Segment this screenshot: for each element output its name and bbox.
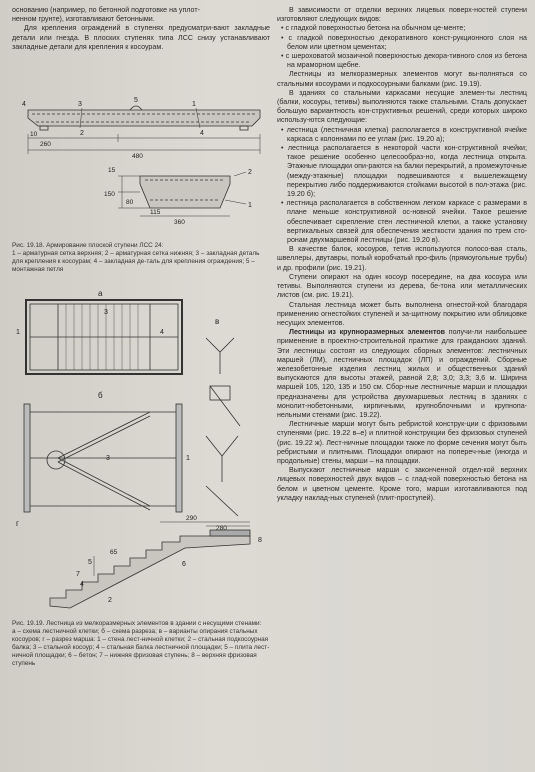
label-8: 8 [258, 537, 262, 544]
paragraph-fastening: Для крепления ограждений в ступенях предусматри-вают закладные детали или гнезда. В плоских ступенях типа ЛСС снизу устанавливают закладные детали для крепления к косоурам. [12, 24, 270, 51]
label-v: в [215, 317, 220, 326]
paragraph: Лестницы из мелкоразмерных элементов могут вы-полняться со стальными косоурами и подкосоурными балками (рис. 19.19). [277, 70, 527, 88]
right-column [277, 6, 527, 503]
label-3b: 3 [106, 455, 110, 462]
caption-title: Рис. 19.18. Армирование плоской ступени ЛСС 24: [12, 242, 164, 249]
bullet-text: с шероховатой мозаичной поверхностью декора-тивного слоя из бетона на мраморном щебне. [285, 52, 527, 70]
left-column [12, 6, 270, 52]
bullet-text: с гладкой поверхностью декоративного конст-рукционного слоя на белом или цветном цементах; [287, 33, 527, 51]
label-2b: 2 [248, 169, 252, 176]
paragraph: В зданиях со стальными каркасами несущие элемен-ты лестниц (балки, косоуры, тетивы) выполняются также стальными. Сталь допускает большую вариантность кон-структивных решений, среди которых широко использу-ются следующие: [277, 88, 527, 125]
bullet-item: • с гладкой поверхностью декоративного конст-рукционного слоя на белом или цветном цементах; [281, 33, 527, 51]
label-2: 2 [108, 597, 112, 604]
caption-body: а – схема лестничной клетки; б – схема разреза; в – варианты опирания стальных косоуров; г – разрез марша: 1 – стена лест-ничной клетки; 2 – стальная подкосоурная балка; 3 – стальной косоур; 4 – стальная балка лестничной площадки; 5 – плита лест-ничной площадки; 6 – бетон; 7 – нижняя фризовая ступень; 8 – верхняя фризовая ступень [12, 628, 270, 667]
label-3: 3 [104, 309, 108, 316]
caption-title: Рис. 19.19. Лестница из мелкоразмерных элементов в здании с несущими стенами: [12, 620, 262, 627]
label-80: 80 [126, 199, 134, 206]
figure-19-19-caption [12, 620, 270, 668]
caption-body: 1 – арматурная сетка верхняя; 2 – арматурная сетка нижняя; 3 – закладная деталь для крепления к косоурам; 4 – закладная де-таль для крепления ограждения; 5 – монтажная петля [12, 250, 260, 273]
paragraph: Ступени опирают на один косоур посередине, на два косоура или тетивы. Выполняются ступени из дерева, бе-тона или металлических листов (см. рис. 19.21). [277, 272, 527, 300]
label-4b: 4 [200, 130, 204, 137]
label-3: 3 [78, 101, 82, 108]
bullet-item: • лестница (лестничная клетка) располагается в конструктивной ячейке каркаса с колоннами по ее углам (рис. 19.20 а); [281, 125, 527, 143]
bullet-item: • с шероховатой мозаичной поверхностью декора-тивного слоя из бетона на мраморном щебне. [281, 52, 527, 70]
label-1b: 1 [186, 455, 190, 462]
label-4: 4 [160, 329, 164, 336]
label-15: 15 [108, 167, 116, 174]
label-360: 360 [174, 219, 185, 226]
bullet-item: • лестница располагается в собственном легком каркасе с размерами в плане меньше конструктивной ос-новной ячейки. Такое решение обеспечивает скрепление стен лестничной клетки, а также установку вертикальных связей для обеспечения жесткости здания по трем сто-ронам двухмаршевой лестницы (рис. 19.20 в). [281, 199, 527, 245]
label-150: 150 [104, 191, 115, 198]
label-g: г [16, 519, 19, 528]
label-260: 260 [40, 141, 51, 148]
bold-heading: Лестницы из крупноразмерных элементов [289, 328, 446, 337]
label-5: 5 [88, 559, 92, 566]
paragraph: Выпускают лестничные марши с законченной отдел-кой верхних лицевых поверхностей двух видов – с глад-кой поверхностью бетона на белом и цветном цементе. Кроме того, марши изготавливаются под укладку наклад-ных ступеней (плит-проступей). [277, 466, 527, 502]
paragraph-text: получи-ли наибольшее применение в проектно-строительной практике для гражданских зданий. Эти лестницы состоят из следующих сборных элементов: лестничных маршей (ЛМ), лестничных площадок (ЛП) и ограждений. Сборные железобетонные изделия лестниц жилых и общественных зданий выпускаются для высоты этажей, равной 2,8; 3,0; 3,3; 3,6 м. Ширина маршей 105, 120, 135 и 150 см. Сбор-ные лестничные марши и площадки предназначены для устройства двухмаршевых лестниц в зданиях с монолит-нобетонными, кирпичными, крупноблочными и крупнопа-нельными стенами (рис. 19.22). [277, 328, 527, 419]
label-480: 480 [132, 153, 143, 160]
label-4: 4 [22, 101, 26, 108]
label-b: б [98, 391, 103, 400]
label-65: 65 [110, 549, 118, 556]
label-1: 1 [16, 329, 20, 336]
label-115: 115 [150, 209, 161, 216]
paragraph [277, 328, 527, 420]
figure-19-19-drawing [10, 286, 272, 616]
label-10: 10 [30, 131, 38, 138]
paragraph: Лестничные марши могут быть ребристой конструк-ции с фризовыми ступенями (рис. 19.22 в–е) и плитной конструкции без фризовых ступеней (рис. 19.22 ж). Лест-ничные площадки также по форме сечения могут быть ребристыми и плитными. Площадки опирают на попереч-ные (иногда и продольные) стены, марши – на площадки. [277, 420, 527, 465]
bullet-text: лестница располагается в некоторой части кон-структивной ячейки; такое решение особенно целесообраз-но, когда лестница открыта. Этажные площадки опи-раются на балки перекрытий, а промежуточные (между-этажные) площадки подвешиваются к вышележащему перекрытию либо поддерживаются стойками высотой в пол-этажа (рис. 19.20 б); [287, 144, 527, 199]
label-4b: 4 [80, 581, 84, 588]
bullet-text: лестница (лестничная клетка) располагается в конструктивной ячейке каркаса с колоннами по ее углам (рис. 19.20 а); [286, 125, 527, 143]
paragraph: В качестве балок, косоуров, тетив используются полосо-вая сталь, швеллеры, двутавры, полый коробчатый про-филь (прямоугольные трубы) и др. профили (рис. 19.21). [277, 245, 527, 272]
bullet-item: • лестница располагается в некоторой части кон-структивной ячейки; такое решение особенно целесообраз-но, когда лестница открыта. Этажные площадки опи-раются на балки перекрытий, а промежуточные (между-этажные) площадки подвешиваются к вышележащему перекрытию либо поддерживаются стойками высотой в пол-этажа (рис. 19.20 б); [281, 144, 527, 199]
bullet-text: лестница располагается в собственном легком каркасе с размерами в плане меньше конструктивной ос-новной ячейки. Такое решение обеспечивает скрепление стен лестничной клетки, а также установку вертикальных связей для обеспечения жесткости здания по трем сто-ронам двухмаршевой лестницы (рис. 19.20 в). [286, 199, 527, 245]
figure-19-18-drawing [10, 88, 272, 238]
label-5: 5 [134, 97, 138, 104]
label-7: 7 [76, 571, 80, 578]
figure-19-18-caption [12, 242, 270, 274]
intro-line: ненном грунте), изготавливают бетонными. [12, 15, 155, 24]
label-1: 1 [192, 101, 196, 108]
label-1b: 1 [248, 202, 252, 209]
intro-line: основанию (например, по бетонной подготовке на уплот- [12, 6, 200, 14]
bullet-text: с гладкой поверхностью бетона на обычном це-менте; [285, 24, 466, 33]
paragraph: В зависимости от отделки верхних лицевых поверх-ностей ступени изготовляют следующих видов: [277, 6, 527, 24]
label-6: 6 [182, 561, 186, 568]
label-290: 290 [186, 515, 197, 522]
paragraph: Стальная лестница может быть выполнена огнестой-кой благодаря применению огнестойких ступеней и за-щитному покрытию или облицовке несущих элементов. [277, 300, 527, 327]
label-2: 2 [80, 130, 84, 137]
bullet-item: • с гладкой поверхностью бетона на обычном це-менте; [281, 24, 466, 33]
label-a: а [98, 289, 103, 298]
label-280: 280 [216, 525, 227, 532]
